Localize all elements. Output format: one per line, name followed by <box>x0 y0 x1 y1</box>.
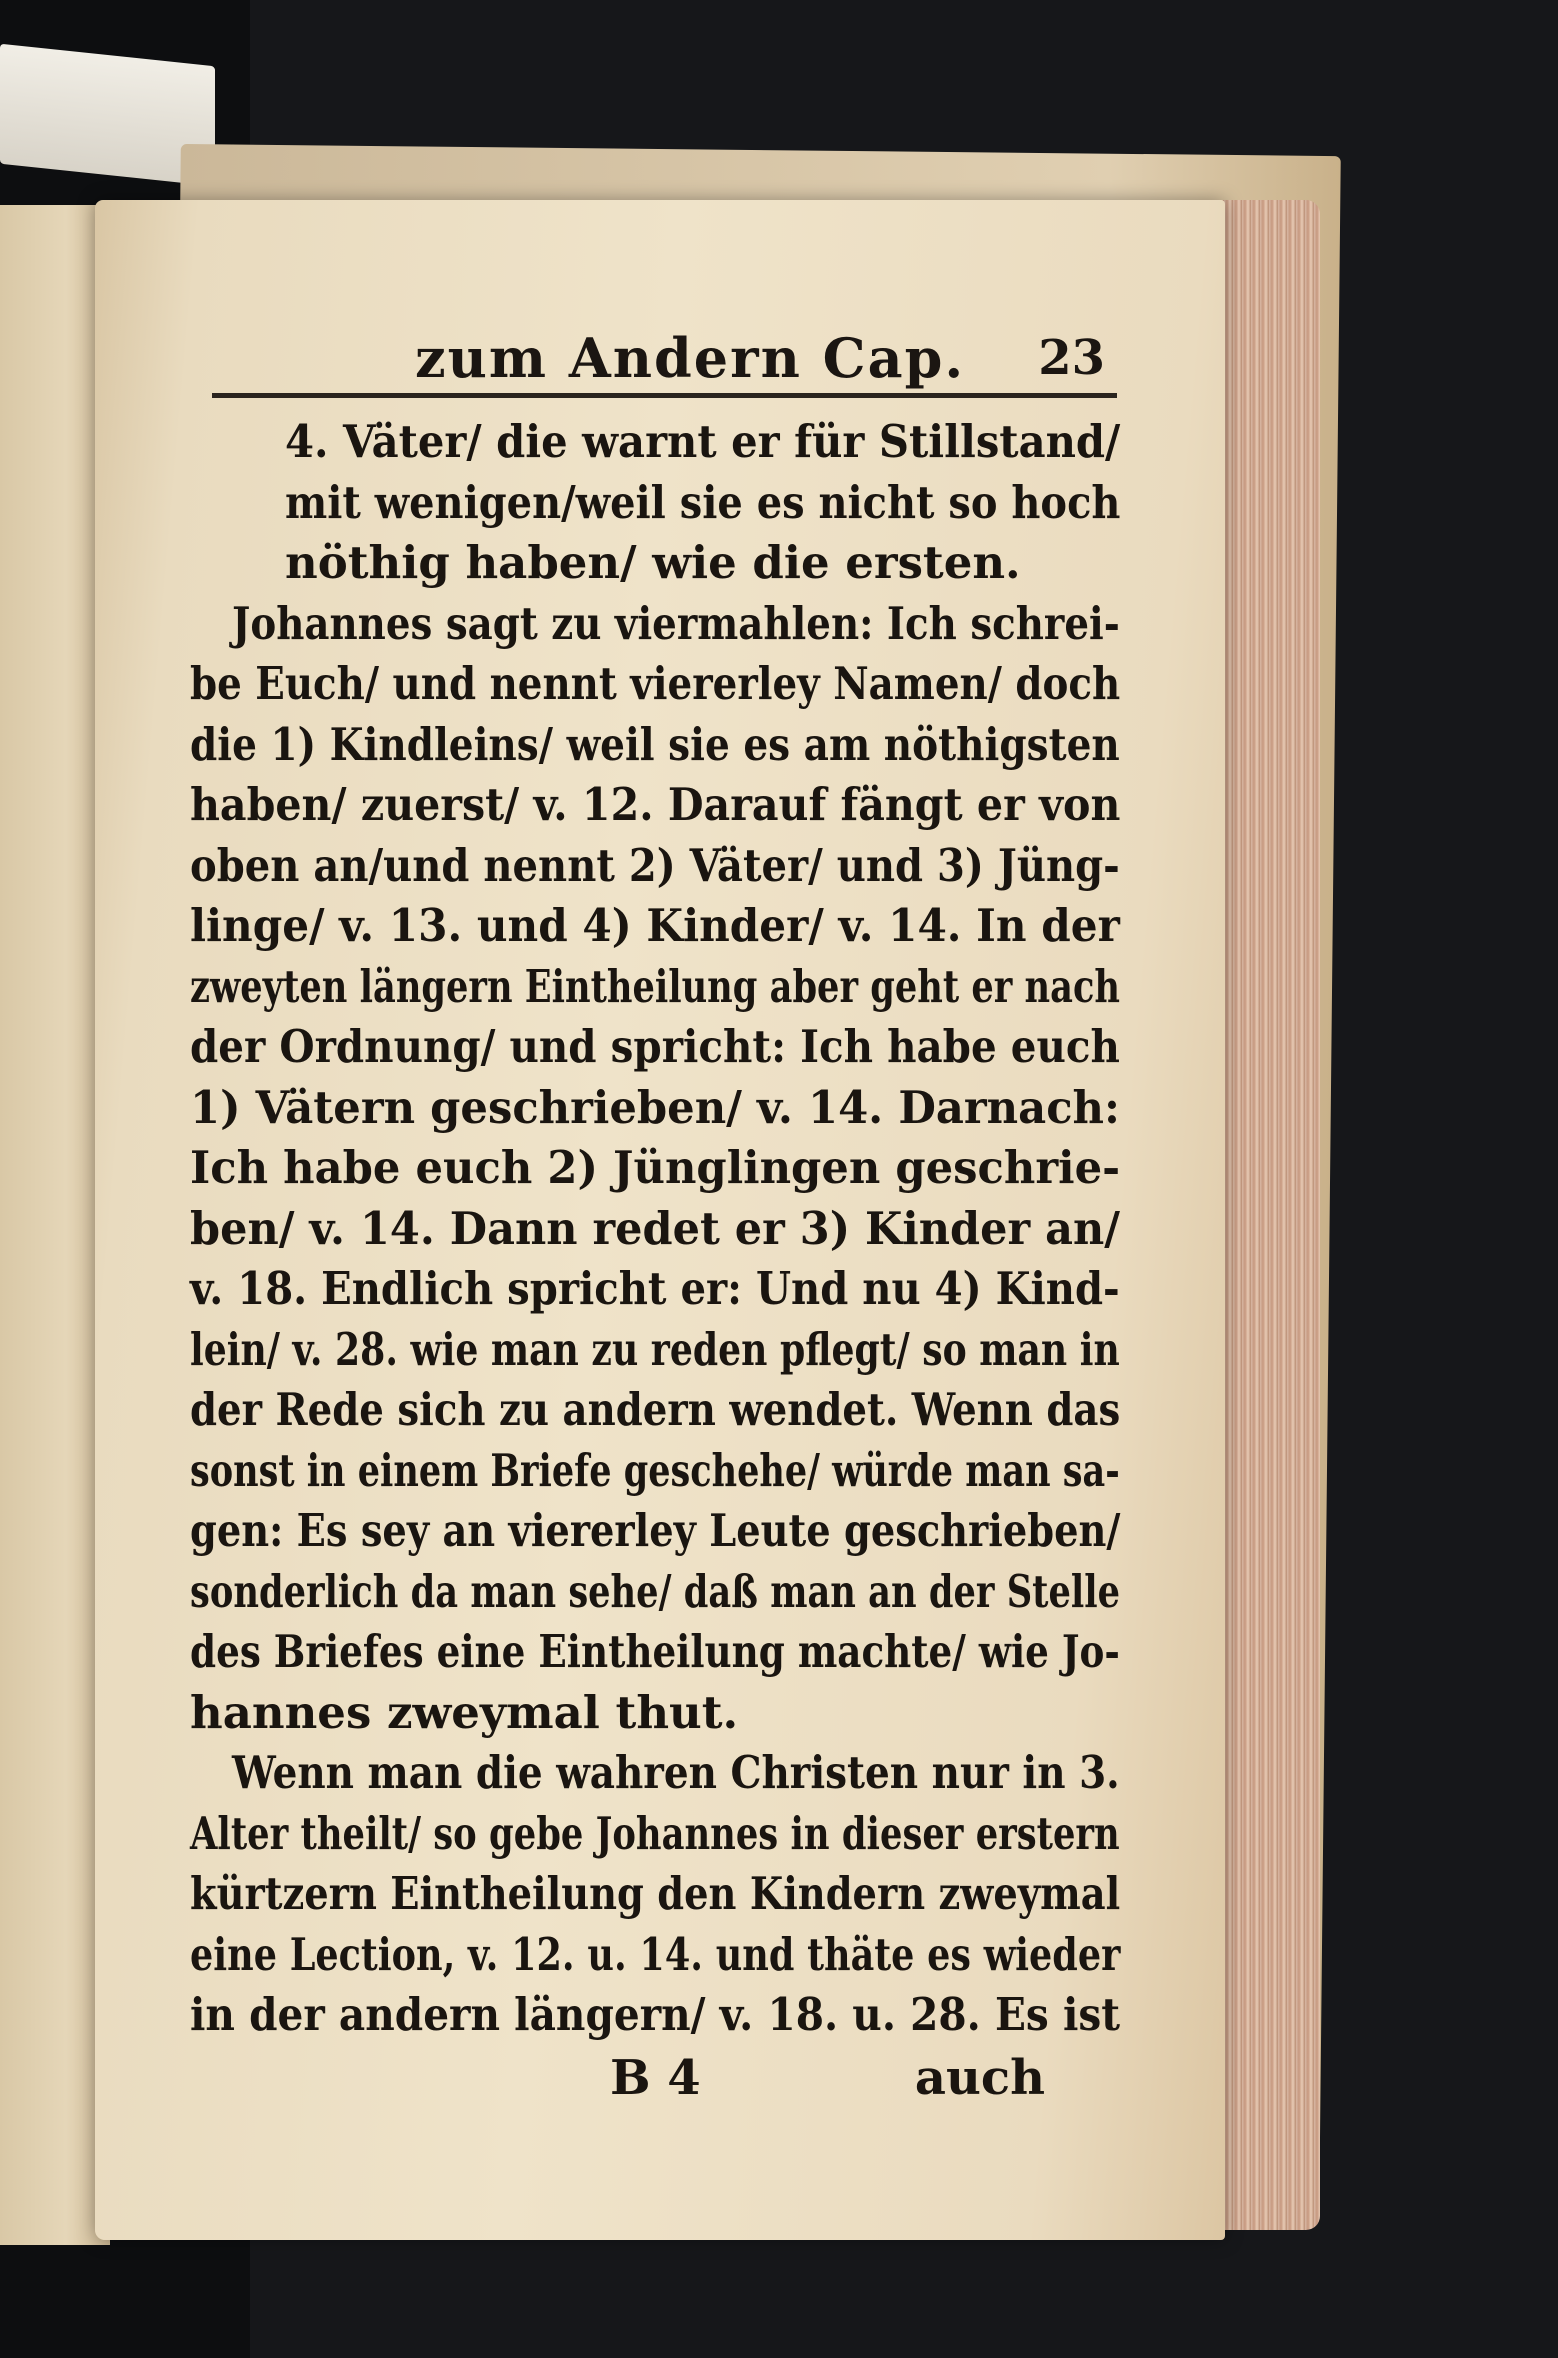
text-line: mit wenigen/weil sie es nicht so hoch <box>285 475 1121 529</box>
page-footer <box>190 2050 1120 2114</box>
text-line: eine Lection, v. 12. u. 14. und thäte es wieder <box>190 1927 1121 1981</box>
page-stack-edge <box>1215 200 1320 2230</box>
text-line: in der andern längern/ v. 18. u. 28. Es ist <box>190 1988 1121 2041</box>
text-line: gen: Es sey an viererley Leute geschrieben/ <box>190 1504 1121 1557</box>
text-line: lein/ v. 28. wie man zu reden pflegt/ so man in <box>190 1322 1120 1376</box>
text-line: 1) Vätern geschrieben/ v. 14. Darnach: <box>190 1080 1120 1134</box>
text-line: 4. Väter/ die warnt er für Stillstand/ <box>285 415 1121 468</box>
text-line: Alter theilt/ so gebe Johannes in dieser erstern <box>190 1806 1120 1860</box>
text-line: nöthig haben/ wie die ersten. <box>285 536 1021 589</box>
header-title: zum Andern Cap. <box>415 326 966 390</box>
text-line: sonst in einem Briefe geschehe/ würde man sa- <box>190 1443 1120 1497</box>
text-line: linge/ v. 13. und 4) Kinder/ v. 14. In der <box>190 899 1120 952</box>
text-line: zweyten längern Eintheilung aber geht er nach <box>190 959 1120 1013</box>
text-line: haben/ zuerst/ v. 12. Darauf fängt er von <box>190 778 1121 831</box>
facing-page-edge <box>0 205 110 2245</box>
text-line: ben/ v. 14. Dann redet er 3) Kinder an/ <box>190 1201 1120 1255</box>
text-line: Johannes sagt zu viermahlen: Ich schrei- <box>232 596 1120 650</box>
header-rule <box>212 393 1117 398</box>
text-line: der Ordnung/ und spricht: Ich habe euch <box>190 1020 1120 1073</box>
text-line: oben an/und nennt 2) Väter/ und 3) Jüng- <box>190 838 1120 892</box>
text-line: Ich habe euch 2) Jünglingen geschrie- <box>190 1141 1121 1194</box>
page-number: 23 <box>1038 330 1105 386</box>
text-line: der Rede sich zu andern wendet. Wenn das <box>190 1383 1121 1436</box>
catchword: auch <box>914 2050 1045 2106</box>
signature-mark: B 4 <box>610 2050 701 2106</box>
running-header <box>305 318 1115 398</box>
text-line: die 1) Kindleins/ weil sie es am nöthigsten <box>190 717 1120 771</box>
text-line: hannes zweymal thut. <box>190 1685 739 1739</box>
text-line: Wenn man die wahren Christen nur in 3. <box>232 1746 1120 1799</box>
text-line: v. 18. Endlich spricht er: Und nu 4) Kind- <box>190 1262 1120 1315</box>
text-line: be Euch/ und nennt viererley Namen/ doch <box>190 657 1121 710</box>
text-line: des Briefes eine Eintheilung machte/ wie Jo- <box>190 1625 1120 1678</box>
text-line: kürtzern Eintheilung den Kindern zweymal <box>190 1867 1121 1920</box>
text-line: sonderlich da man sehe/ daß man an der Stelle <box>190 1564 1121 1618</box>
